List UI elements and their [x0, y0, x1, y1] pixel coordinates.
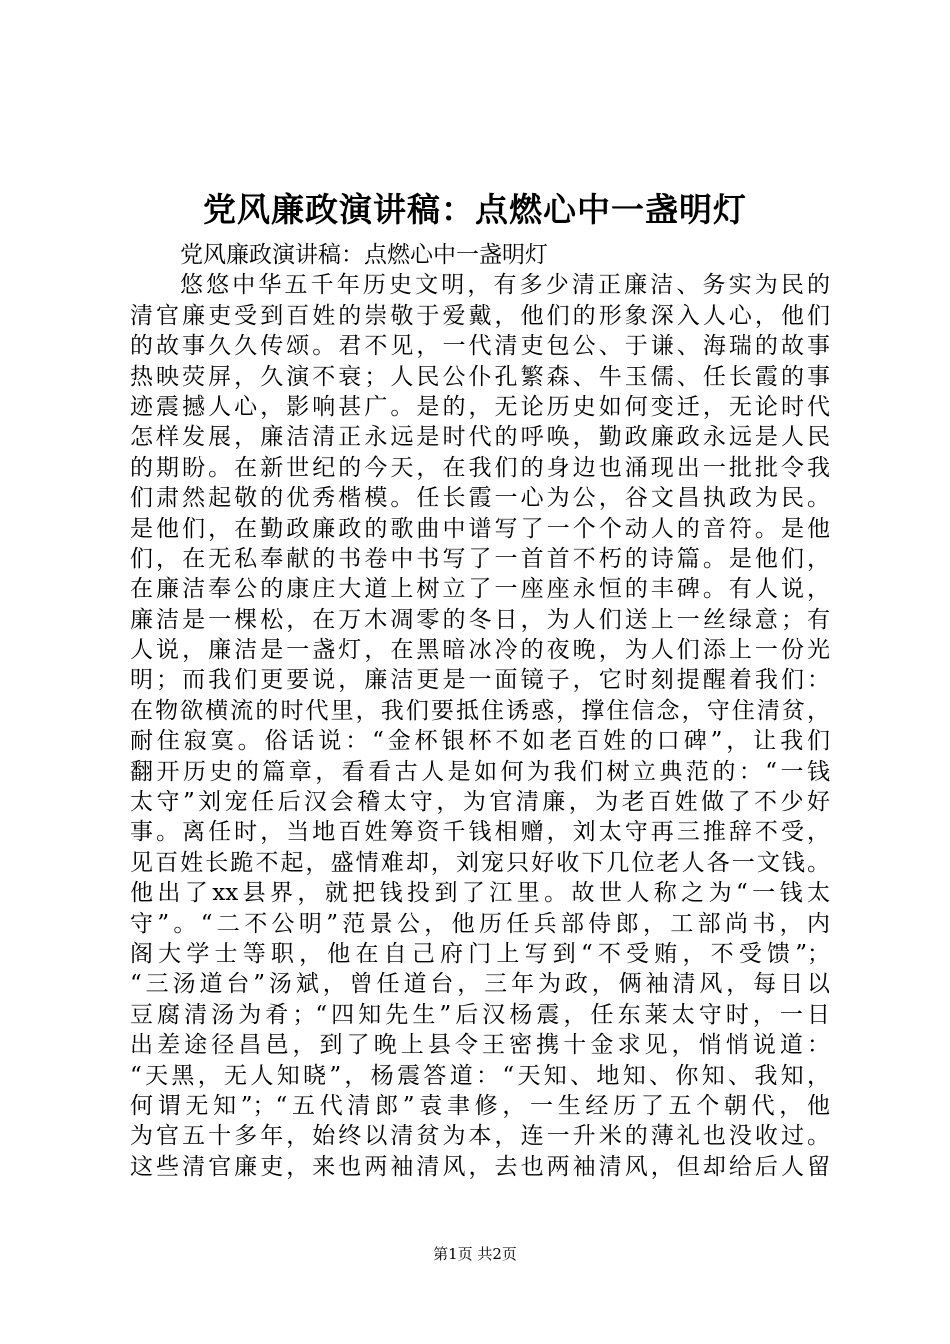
text-line: 党风廉政演讲稿：点燃心中一盏明灯	[180, 242, 548, 268]
text-line: 们，在无私奉献的书卷中书写了一首首不朽的诗篇。是他们，	[130, 545, 830, 572]
text-line: 在物欲横流的时代里，我们要抵住诱惑，撑住信念，守住清贫，	[130, 697, 830, 724]
text-line: 何谓无知”；“五代清郎”袁聿修，一生经历了五个朝代，他	[130, 1092, 830, 1119]
text-line: 人说，廉洁是一盏灯，在黑暗冰冷的夜晚，为人们添上一份光	[130, 637, 830, 664]
text-line: 的期盼。在新世纪的今天，在我们的身边也涌现出一批批令我	[130, 454, 830, 481]
text-line: 太守”刘宠任后汉会稽太守，为官清廉，为老百姓做了不少好	[130, 789, 830, 816]
text-line: 这些清官廉吏，来也两袖清风，去也两袖清风，但却给后人留	[130, 1153, 830, 1180]
text-line: 耐住寂寞。俗话说：“金杯银杯不如老百姓的口碑”，让我们	[130, 728, 830, 755]
text-line: “天黑，无人知晓”，杨震答道：“天知、地知、你知、我知，	[130, 1062, 830, 1089]
text-line: 迹震撼人心，影响甚广。是的，无论历史如何变迁，无论时代	[130, 393, 830, 420]
text-line: 在廉洁奉公的康庄大道上树立了一座座永恒的丰碑。有人说，	[130, 576, 830, 603]
text-line: 明；而我们更要说，廉洁更是一面镜子，它时刻提醒着我们：	[130, 667, 830, 694]
text-line: 事。离任时，当地百姓筹资千钱相赠，刘太守再三推辞不受，	[130, 819, 830, 846]
text-line: “三汤道台”汤斌，曾任道台，三年为政，俩袖清风，每日以	[130, 971, 830, 998]
page-footer: 第1页 共2页	[433, 1245, 517, 1263]
text-line: 阁大学士等职，他在自己府门上写到“不受贿，不受馈”；	[130, 940, 830, 967]
text-line: 的故事久久传颂。君不见，一代清吏包公、于谦、海瑞的故事	[130, 333, 830, 360]
text-line: 为官五十多年，始终以清贫为本，连一升米的薄礼也没收过。	[130, 1123, 830, 1150]
text-line: 悠悠中华五千年历史文明，有多少清正廉洁、务实为民的	[180, 272, 830, 299]
text-line: 出差途径昌邑，到了晚上县令王密携十金求见，悄悄说道：	[130, 1032, 830, 1059]
text-line: 怎样发展，廉洁清正永远是时代的呼唤，勤政廉政永远是人民	[130, 424, 830, 451]
text-line: 豆腐清汤为肴；“四知先生”后汉杨震，任东莱太守时，一日	[130, 1001, 830, 1028]
text-line: 是他们，在勤政廉政的歌曲中谱写了一个个动人的音符。是他	[130, 515, 830, 542]
body-text	[130, 240, 830, 1182]
text-line: 翻开历史的篇章，看看古人是如何为我们树立典范的：“一钱	[130, 758, 830, 785]
text-line: 们肃然起敬的优秀楷模。任长霞一心为公，谷文昌执政为民。	[130, 485, 830, 512]
text-line: 见百姓长跪不起，盛情难却，刘宠只好收下几位老人各一文钱。	[130, 849, 830, 876]
document-title: 党风廉政演讲稿：点燃心中一盏明灯	[203, 190, 747, 229]
text-line: 守”。“二不公明”范景公，他历任兵部侍郎，工部尚书，内	[130, 910, 830, 937]
text-line: 他出了xx县界，就把钱投到了江里。故世人称之为“一钱太	[130, 880, 830, 907]
text-line: 清官廉吏受到百姓的崇敬于爱戴，他们的形象深入人心，他们	[130, 302, 830, 329]
text-line: 廉洁是一棵松，在万木凋零的冬日，为人们送上一丝绿意；有	[130, 606, 830, 633]
text-line: 热映荧屏，久演不衰；人民公仆孔繁森、牛玉儒、任长霞的事	[130, 363, 830, 390]
